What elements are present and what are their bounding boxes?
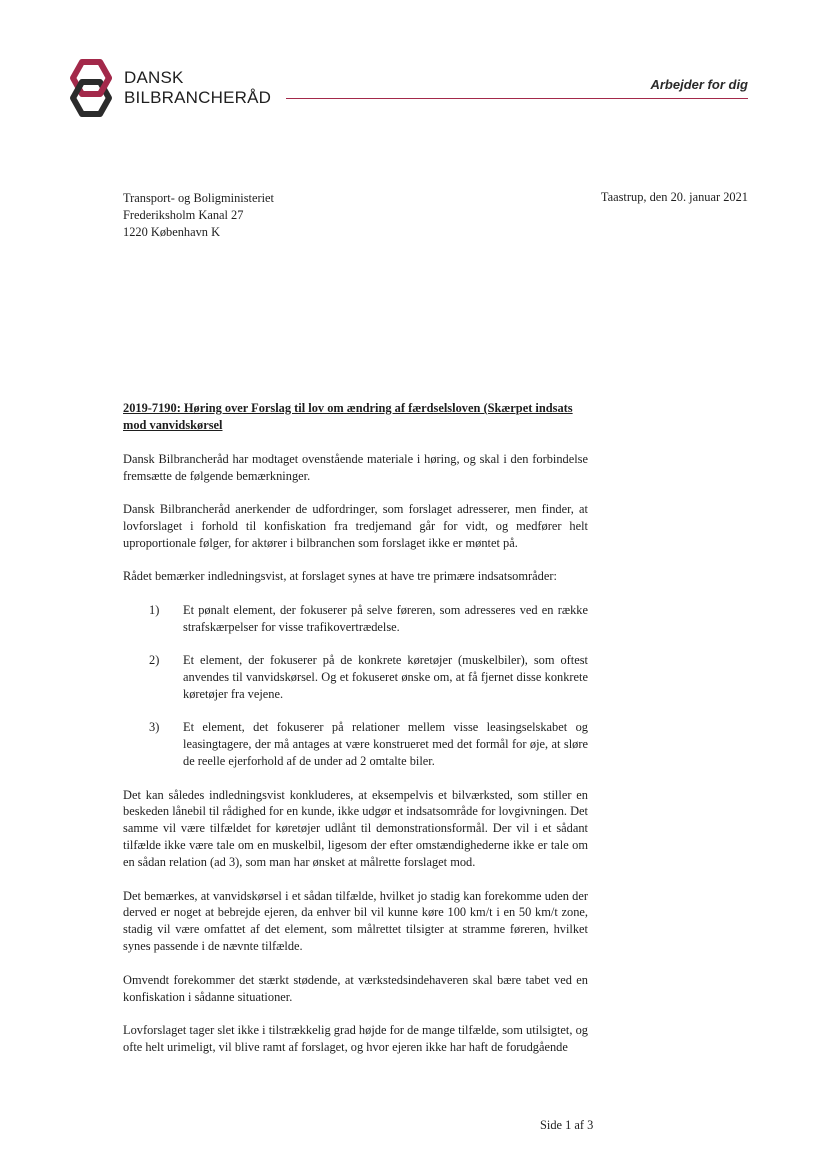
paragraph-2: Dansk Bilbrancheråd anerkender de udfordringer, som forslaget adresserer, men finder, at lovforslaget i forhold til konfiskation fra tredjemand går for vidt, og medfører helt uproportionale følger, for aktører i bilbranchen som forslaget ikke er møntet på. [123, 502, 588, 550]
paragraph-4: Det kan således indledningsvist konkluderes, at eksempelvis et bilværksted, som stiller en beskeden lånebil til rådighed for en kunde, ikke udgør et indsatsområde for lovgivningen. Det samme vil være tilfældet for køretøjer udlånt til demonstrationsformål. Der vil i et sådant tilfælde ikke være tale om en muskelbil, ligesom der efter omstændighederne ikke er tale om en sådan relation (ad 3), som man har ønsket at målrette forslaget mod. [123, 787, 588, 870]
list-item-text: Et element, der fokuserer på de konkrete køretøjer (muskelbiler), som oftest anvendes til vanvidskørsel. Og et fokuseret ønske om, at få fjernet disse konkrete køretøjer fra vejene. [183, 653, 588, 701]
page-number: Side 1 af 3 [540, 1118, 594, 1132]
subject-heading: 2019-7190: Høring over Forslag til lov om ændring af færdselsloven (Skærpet indsats mod vanvidskørsel [123, 401, 573, 432]
list-item-number: 2) [149, 653, 160, 668]
list-item [123, 602, 588, 636]
paragraph-7: Lovforslaget tager slet ikke i tilstrækkelig grad højde for de mange tilfælde, som utilsigtet, og ofte helt urimeligt, vil blive ramt af forslaget, og hvor ejeren ikke har haft de forudgående [123, 1022, 588, 1054]
letter-date: Taastrup, den 20. januar 2021 [600, 190, 748, 204]
paragraph-6: Omvendt forekommer det stærkt stødende, at værkstedsindehaveren skal bære tabet ved en konfiskation i sådanne situationer. [123, 972, 588, 1004]
recipient-name: Transport- og Boligministeriet [123, 191, 274, 205]
list-item [123, 719, 588, 770]
org-name [124, 68, 271, 108]
focus-areas-list [123, 602, 588, 770]
list-item-text: Et element, det fokuserer på relationer mellem visse leasingselskabet og leasingtagere, der må antages at være konstrueret med det formål for øje, at sløre de reelle ejerforhold af de under ad 2 omtalte biler. [183, 720, 588, 769]
header-rule [286, 98, 748, 99]
recipient-street: Frederiksholm Kanal 27 [123, 208, 244, 222]
hexagon-ring-logo-icon [60, 58, 122, 120]
paragraph-3: Rådet bemærker indledningsvist, at forslaget synes at have tre primære indsatsområder: [123, 569, 557, 584]
paragraph-1: Dansk Bilbrancheråd har modtaget ovenstående materiale i høring, og skal i den forbindelse fremsætte de følgende bemærkninger. [123, 451, 588, 483]
org-name-line2: BILBRANCHERÅD [124, 88, 272, 107]
list-item-number: 1) [149, 602, 160, 617]
org-name-line1: DANSK [124, 68, 184, 87]
recipient-address [123, 190, 274, 241]
paragraph-5: Det bemærkes, at vanvidskørsel i et sådan tilfælde, hvilket jo stadig kan forekomme uden der derved er noget at bebrejde ejeren, da enhver bil vil kunne køre 100 km/t i en 50 km/t zone, stadig vil være omfattet af det element, som målrettet tilsigter at stramme føreren, hvilket synes passende i de nævnte tilfælde. [123, 888, 588, 954]
list-item [123, 652, 588, 703]
letter-body [123, 400, 588, 1072]
tagline: Arbejder for dig [650, 77, 748, 92]
list-item-number: 3) [149, 720, 160, 735]
list-item-text: Et pønalt element, der fokuserer på selve føreren, som adresseres ved en række strafskærpelser for visse trafikovertrædelse. [183, 602, 588, 634]
recipient-city: 1220 København K [123, 225, 221, 239]
